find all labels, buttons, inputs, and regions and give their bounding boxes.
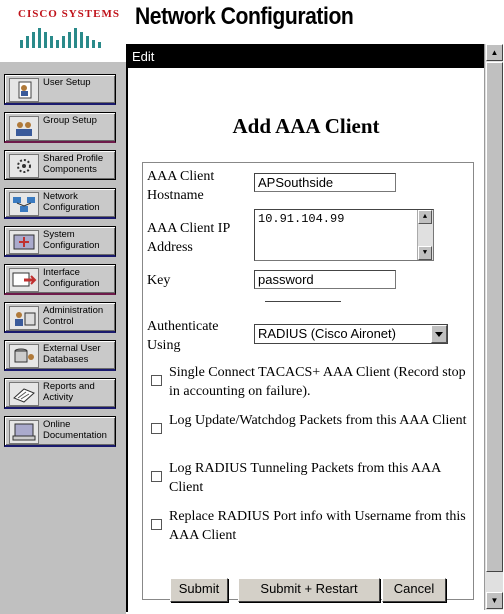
key-input[interactable]: password — [254, 270, 396, 289]
sidebar-item-group-setup[interactable] — [4, 112, 116, 143]
sidebar-item-label: User Setup — [43, 77, 91, 88]
documentation-icon — [9, 420, 39, 444]
replace-radius-port-label: Replace RADIUS Port info with Username from this AAA Client — [169, 509, 466, 543]
ip-address-label: AAA Client IP Address — [147, 221, 230, 255]
ip-address-textarea[interactable] — [254, 209, 434, 261]
interface-config-icon — [9, 268, 39, 292]
network-config-icon — [9, 192, 39, 216]
submit-restart-button[interactable]: Submit + Restart — [238, 578, 380, 602]
admin-control-icon — [9, 306, 39, 330]
sidebar-item-reports-and-activity[interactable] — [4, 378, 116, 409]
scroll-down-icon[interactable]: ▼ — [418, 246, 432, 260]
hostname-input[interactable]: APSouthside — [254, 173, 396, 192]
sidebar-item-online-documentation[interactable] — [4, 416, 116, 447]
log-update-watchdog-label: Log Update/Watchdog Packets from this AAA Client — [169, 413, 467, 428]
authenticate-using-select[interactable] — [254, 324, 448, 344]
single-connect-label: Single Connect TACACS+ AAA Client (Record stop in accounting on failure). — [169, 365, 466, 399]
sidebar-item-label: Administration Control — [43, 305, 104, 327]
divider — [265, 301, 341, 302]
scroll-down-icon[interactable]: ▼ — [486, 592, 503, 609]
scroll-up-icon[interactable]: ▲ — [486, 44, 503, 61]
log-update-watchdog-checkbox[interactable] — [151, 423, 162, 434]
brand-wordmark: CISCO SYSTEMS — [18, 8, 120, 20]
sidebar-item-label: Network Configuration — [43, 191, 100, 213]
log-radius-tunneling-checkbox[interactable] — [151, 471, 162, 482]
authenticate-using-value: RADIUS (Cisco Aironet) — [258, 326, 396, 341]
ip-address-value: 10.91.104.99 — [258, 212, 345, 226]
edit-bar-label: Edit — [132, 49, 155, 64]
external-db-icon — [9, 344, 39, 368]
sidebar-item-label: System Configuration — [43, 229, 100, 251]
sidebar-item-label: Online Documentation — [43, 419, 107, 441]
key-label: Key — [147, 273, 171, 288]
user-setup-icon — [9, 78, 39, 102]
add-aaa-client-form — [142, 162, 474, 600]
sidebar-item-external-user-databases[interactable] — [4, 340, 116, 371]
textarea-scrollbar[interactable] — [417, 210, 433, 260]
page-title: Network Configuration — [135, 3, 354, 30]
cisco-bridge-logo-icon — [18, 24, 108, 52]
authenticate-using-label: Authenticate Using — [147, 319, 219, 353]
form-title: Add AAA Client — [232, 114, 380, 138]
sidebar-item-administration-control[interactable] — [4, 302, 116, 333]
edit-frame — [126, 44, 502, 612]
system-config-icon — [9, 230, 39, 254]
sidebar-item-interface-configuration[interactable] — [4, 264, 116, 295]
log-radius-tunneling-label: Log RADIUS Tunneling Packets from this AAA Client — [169, 461, 441, 495]
sidebar-item-shared-profile[interactable] — [4, 150, 116, 180]
edit-bar — [128, 44, 484, 68]
replace-radius-port-checkbox[interactable] — [151, 519, 162, 530]
sidebar-item-label: Shared Profile Components — [43, 153, 104, 175]
sidebar-item-label: Group Setup — [43, 115, 97, 126]
sidebar-item-label: External User Databases — [43, 343, 101, 365]
scroll-up-icon[interactable]: ▲ — [418, 210, 432, 224]
sidebar-item-user-setup[interactable] — [4, 74, 116, 105]
hostname-label: AAA Client Hostname — [147, 169, 215, 203]
group-setup-icon — [9, 116, 39, 140]
shared-profile-icon — [9, 154, 39, 178]
sidebar — [0, 62, 126, 614]
submit-button[interactable]: Submit — [170, 578, 228, 602]
sidebar-item-network-configuration[interactable] — [4, 188, 116, 219]
vertical-scrollbar[interactable] — [484, 44, 503, 610]
reports-icon — [9, 382, 39, 406]
sidebar-item-system-configuration[interactable] — [4, 226, 116, 257]
cancel-button[interactable]: Cancel — [382, 578, 446, 602]
single-connect-checkbox[interactable] — [151, 375, 162, 386]
scrollbar-thumb[interactable] — [486, 62, 503, 572]
sidebar-item-label: Reports and Activity — [43, 381, 95, 403]
cisco-logo — [10, 2, 120, 57]
sidebar-item-label: Interface Configuration — [43, 267, 100, 289]
chevron-down-icon[interactable] — [431, 325, 447, 343]
